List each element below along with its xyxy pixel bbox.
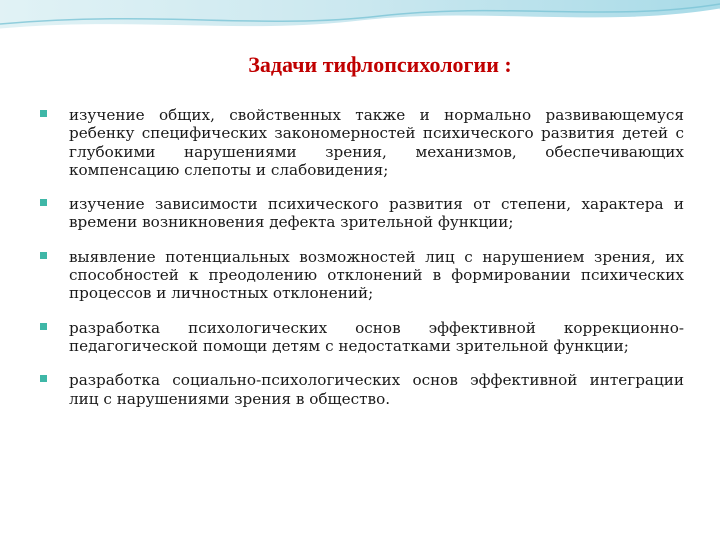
bullet-list <box>40 106 684 424</box>
list-item-text: выявление потенциальных возможностей лиц с нарушением зрения, их способностей к преодолению отклонений в формировании психических процессов и личностных отклонений; <box>69 247 684 303</box>
header-wave-decoration <box>0 0 720 60</box>
list-item <box>40 106 684 179</box>
list-item-text: изучение зависимости психического развития от степени, характера и времени возникновения дефекта зрительной функции; <box>69 195 684 232</box>
slide-title: Задачи тифлопсихологии : <box>248 52 512 77</box>
square-bullet-icon <box>40 110 47 117</box>
list-item-text: разработка социально-психологических основ эффективной интеграции лиц с нарушениями зрения в общество. <box>69 371 684 408</box>
list-item <box>40 371 684 408</box>
list-item <box>40 195 684 232</box>
square-bullet-icon <box>40 323 47 330</box>
list-item-text: изучение общих, свойственных также и нормально развивающемуся ребенку специфических закономерностей психического развития детей с глубокими нарушениями зрения, механизмов, обеспечивающих компенсацию слепоты и слабовидения; <box>69 106 684 179</box>
square-bullet-icon <box>40 375 47 382</box>
list-item <box>40 319 684 356</box>
list-item-text: разработка психологических основ эффективной коррекционно-педагогической помощи детям с недостатками зрительной функции; <box>69 318 684 355</box>
list-item <box>40 248 684 303</box>
square-bullet-icon <box>40 199 47 206</box>
square-bullet-icon <box>40 252 47 259</box>
